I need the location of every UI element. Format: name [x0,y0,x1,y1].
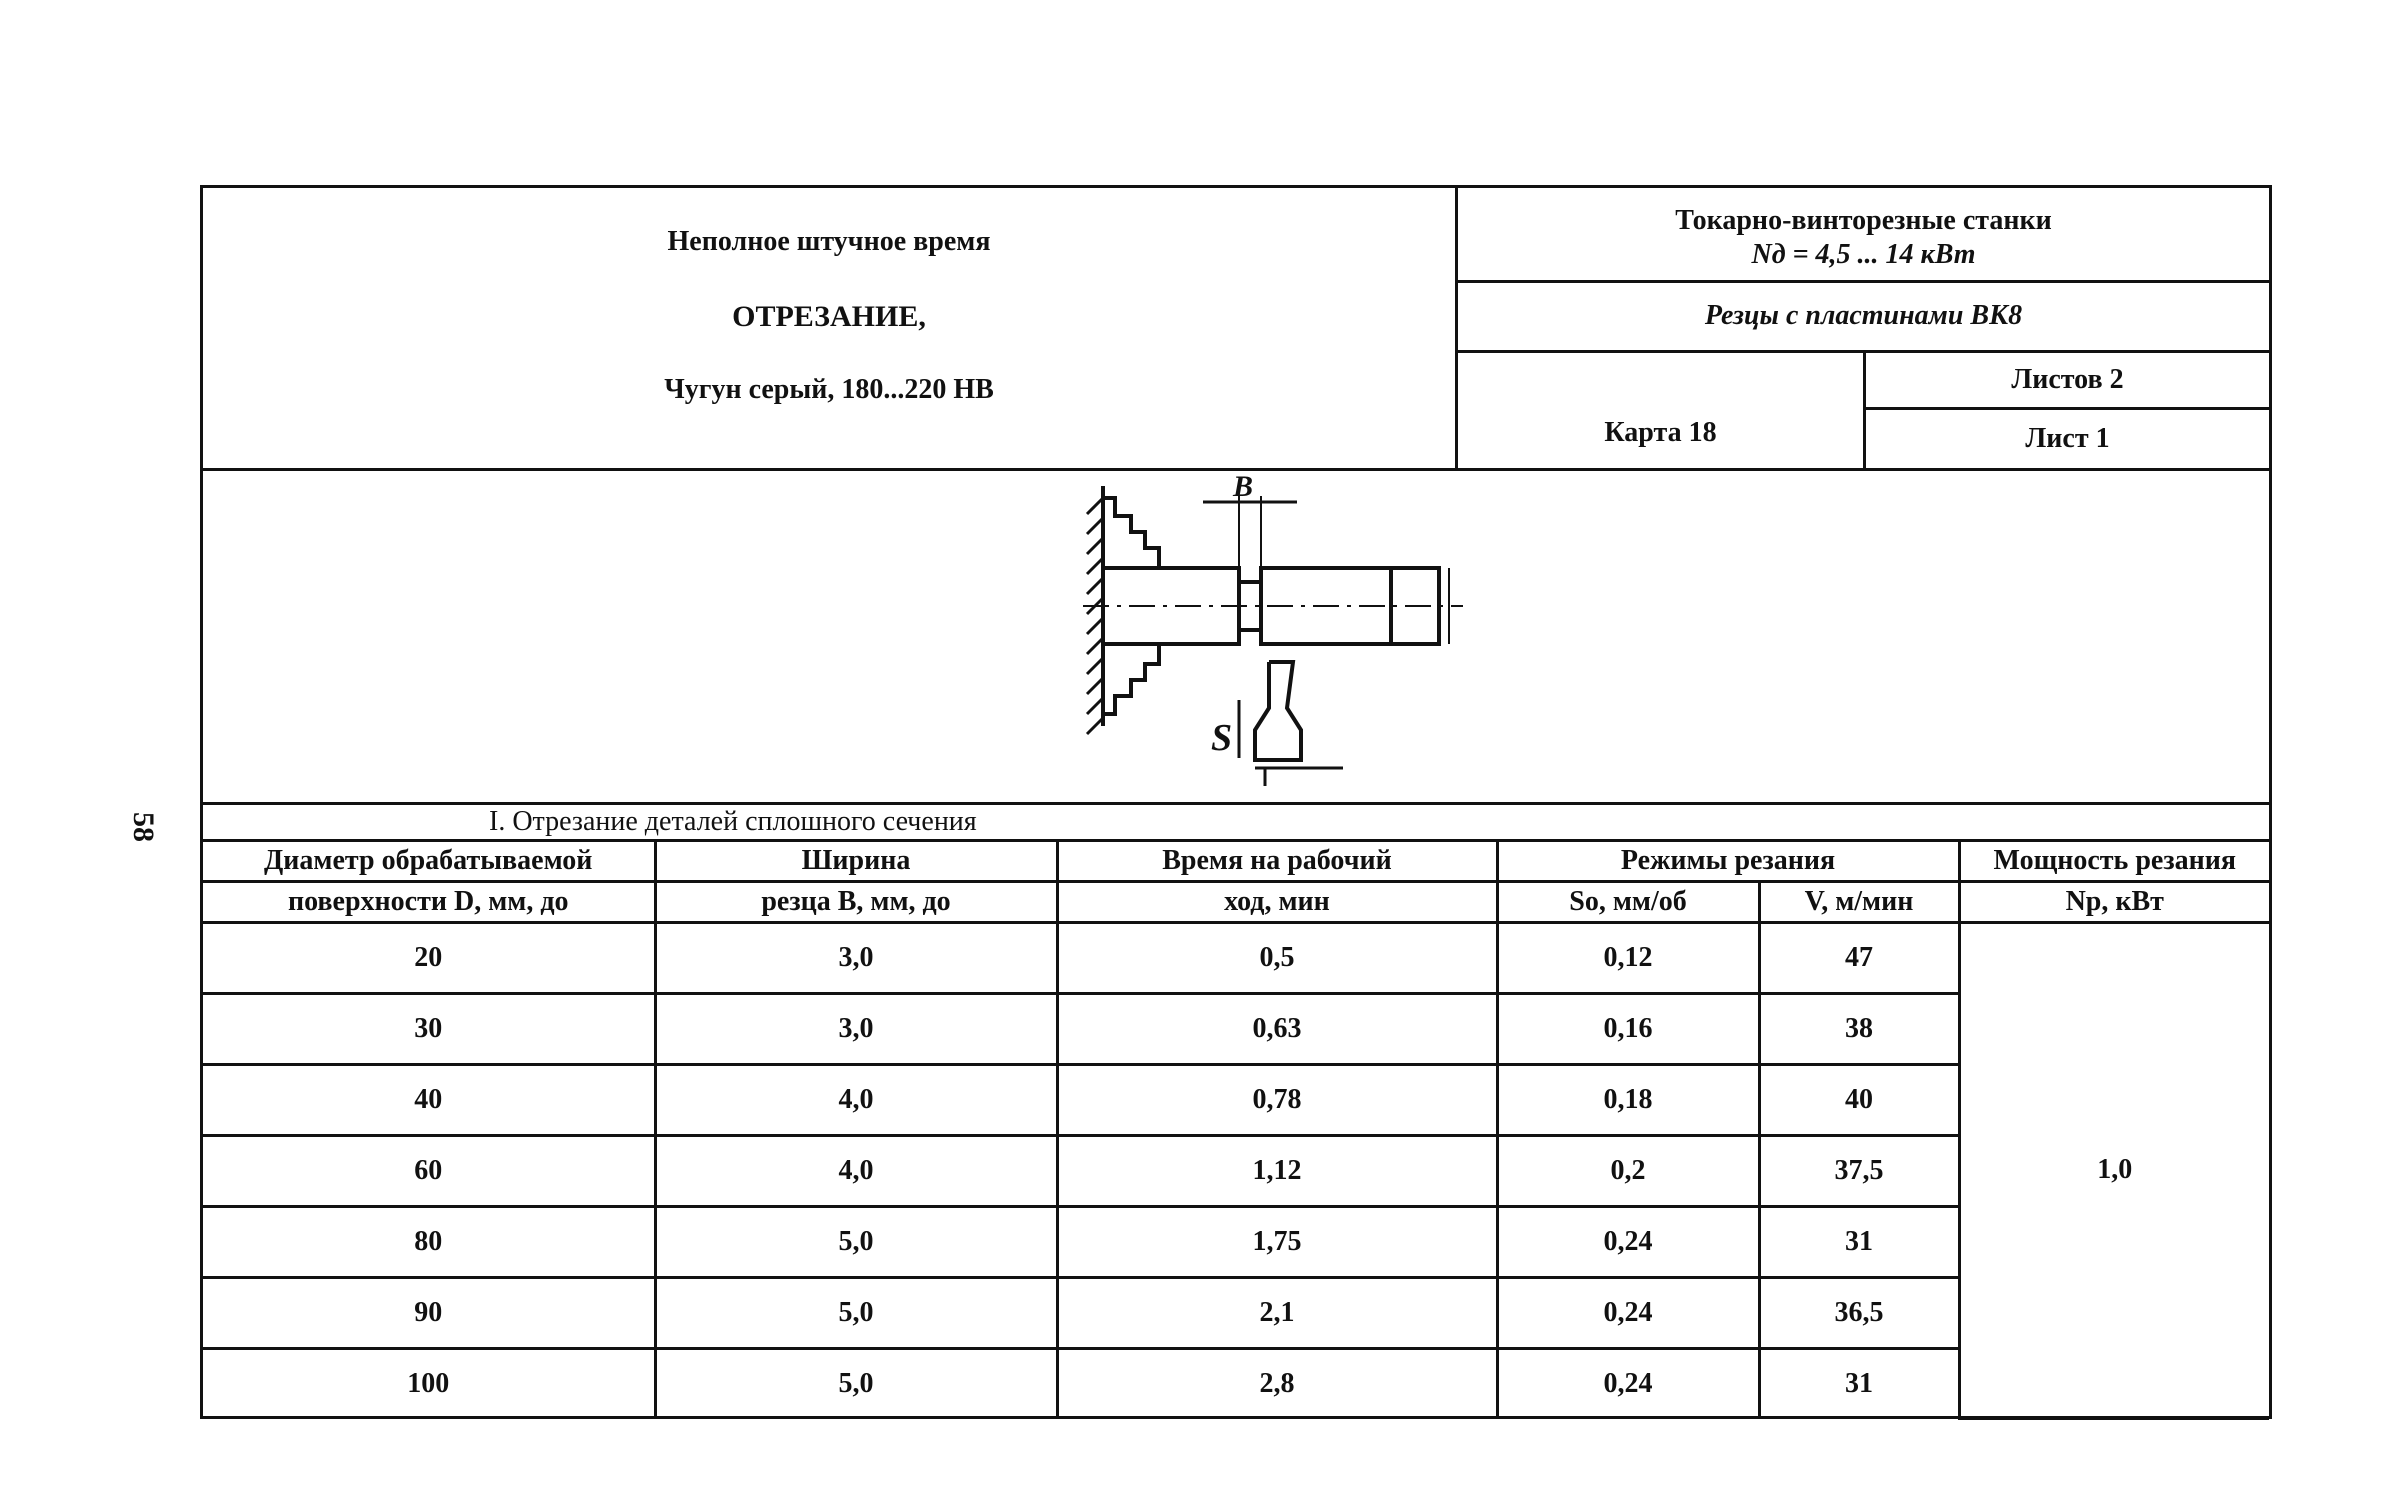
cell-feed: 0,18 [1497,1065,1759,1136]
col-width-header-l2: резца B, мм, до [655,882,1057,923]
header-line-time: Неполное штучное время [667,226,991,257]
cell-diameter: 100 [203,1349,655,1419]
cutting-data-table [203,842,2269,1420]
cell-time: 0,63 [1057,994,1497,1065]
cell-feed: 0,2 [1497,1136,1759,1207]
table-row [203,923,2269,994]
machine-power: Nд = 4,5 ... 14 кВт [1751,239,1976,270]
cell-width: 3,0 [655,923,1057,994]
cell-power: 1,0 [1959,923,2269,1419]
col-power-header-l1: Мощность резания [1959,842,2269,882]
cell-diameter: 40 [203,1065,655,1136]
table-header-row [203,842,2269,882]
cell-speed: 38 [1759,994,1959,1065]
cell-time: 2,1 [1057,1278,1497,1349]
cell-speed: 31 [1759,1349,1959,1419]
header-line-operation: ОТРЕЗАНИЕ, [732,300,926,333]
section-title: I. Отрезание деталей сплошного сечения [203,802,2269,842]
machine-cell [1458,188,2269,283]
cell-feed: 0,24 [1497,1278,1759,1349]
col-speed-header: V, м/мин [1759,882,1959,923]
card-meta [1458,353,2269,468]
col-feed-header: So, мм/об [1497,882,1759,923]
cell-feed: 0,12 [1497,923,1759,994]
col-diameter-header-l1: Диаметр обрабатываемой [203,842,655,882]
cell-diameter: 90 [203,1278,655,1349]
col-diameter-header-l2: поверхности D, мм, до [203,882,655,923]
parting-sketch-icon [1043,468,1563,802]
cell-width: 4,0 [655,1065,1057,1136]
cell-feed: 0,16 [1497,994,1759,1065]
cell-speed: 37,5 [1759,1136,1959,1207]
process-card [200,185,2272,1419]
cell-time: 0,5 [1057,923,1497,994]
cell-width: 5,0 [655,1278,1057,1349]
machine-type: Токарно-винторезные станки [1675,205,2052,236]
label-s: S [1211,717,1233,759]
cell-diameter: 80 [203,1207,655,1278]
sheet-number: Лист 1 [2025,423,2110,454]
card-number: Карта 18 [1458,353,1866,468]
cell-width: 4,0 [655,1136,1057,1207]
cell-time: 2,8 [1057,1349,1497,1419]
cell-time: 0,78 [1057,1065,1497,1136]
cell-speed: 40 [1759,1065,1959,1136]
cell-diameter: 30 [203,994,655,1065]
cell-speed: 47 [1759,923,1959,994]
cell-time: 1,12 [1057,1136,1497,1207]
cell-diameter: 60 [203,1136,655,1207]
col-time-header-l2: ход, мин [1057,882,1497,923]
cell-speed: 36,5 [1759,1278,1959,1349]
cell-width: 5,0 [655,1349,1057,1419]
tools-cell: Резцы с пластинами ВК8 [1458,283,2269,353]
header-title-block [203,188,1458,468]
cell-width: 5,0 [655,1207,1057,1278]
header-line-material: Чугун серый, 180...220 НВ [664,374,994,405]
cell-feed: 0,24 [1497,1349,1759,1419]
cell-feed: 0,24 [1497,1207,1759,1278]
cell-diameter: 20 [203,923,655,994]
label-b: B [1233,470,1254,503]
card-header [203,188,2269,471]
cell-speed: 31 [1759,1207,1959,1278]
page-number: 58 [127,812,160,842]
table-header-row [203,882,2269,923]
col-modes-header: Режимы резания [1497,842,1959,882]
header-info-block [1458,188,2269,468]
col-width-header-l1: Ширина [655,842,1057,882]
col-time-header-l1: Время на рабочий [1057,842,1497,882]
cell-width: 3,0 [655,994,1057,1065]
sheets-total: Листов 2 [1866,353,2269,410]
cell-time: 1,75 [1057,1207,1497,1278]
col-power-header-l2: Nр, кВт [1959,882,2269,923]
operation-sketch [203,468,2269,805]
